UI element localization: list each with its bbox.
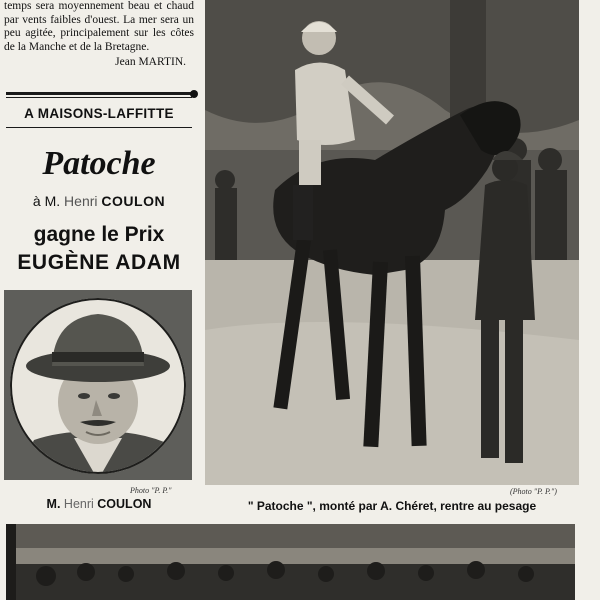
portrait-caption-first: Henri xyxy=(63,497,94,511)
main-photo xyxy=(205,0,579,485)
headline-line-2: EUGÈNE ADAM xyxy=(17,251,181,274)
divider-rule xyxy=(6,92,192,95)
weather-author: Jean MARTIN. xyxy=(115,56,186,68)
bottom-photo xyxy=(6,524,575,600)
horse-name-headline: Patoche xyxy=(42,145,156,182)
jockey-horse-illustration xyxy=(205,0,579,485)
main-photo-caption: " Patoche ", monté par A. Chéret, rentre au pesage xyxy=(247,499,537,513)
owner-first-name: Henri xyxy=(64,193,98,209)
weather-column xyxy=(4,0,194,70)
main-photo-credit: (Photo "P. P.") xyxy=(510,487,557,496)
article-kicker: A MAISONS-LAFFITTE xyxy=(24,106,174,121)
race-crowd-illustration xyxy=(6,524,575,600)
portrait-illustration xyxy=(4,290,192,480)
bullet-ornament xyxy=(190,90,198,98)
divider-rule-thin xyxy=(6,97,192,98)
owner-last-name: COULON xyxy=(101,193,166,209)
weather-text: temps sera moyennement beau et chaud par vents faibles d'ouest. La mer sera un peu agitée, principalement sur les côtes de la Manche et de la Bretagne. xyxy=(4,0,194,53)
owner-prefix: à M. xyxy=(32,193,61,209)
portrait-caption-prefix: M. xyxy=(46,497,61,511)
owner-line xyxy=(4,193,194,209)
portrait-photo xyxy=(4,290,192,480)
portrait-caption xyxy=(4,497,194,511)
portrait-caption-last: COULON xyxy=(97,497,152,511)
portrait-credit: Photo "P. P." xyxy=(130,486,172,495)
kicker-rule xyxy=(6,127,192,128)
headline-line-1: gagne le Prix xyxy=(33,223,165,246)
